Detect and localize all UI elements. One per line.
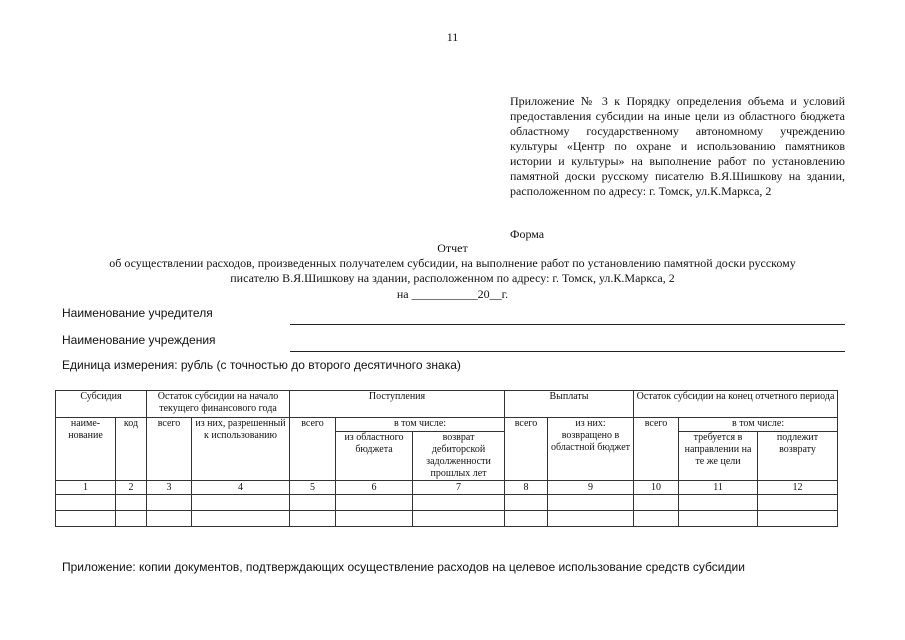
- column-number: 5: [290, 481, 336, 495]
- header-end-total: всего: [634, 418, 679, 481]
- footer-note: Приложение: копии документов, подтверждающих осуществление расходов на целевое использование средств субсидии: [62, 560, 745, 574]
- header-payments-returned: из них: возвращено в областной бюджет: [548, 418, 634, 481]
- report-date-line: на ___________20__г.: [396, 287, 509, 301]
- column-number: 7: [413, 481, 505, 495]
- header-start-allowed: из них, разрешенный к использованию: [192, 418, 290, 481]
- table-cell[interactable]: [147, 511, 192, 527]
- table-cell[interactable]: [192, 495, 290, 511]
- header-balance-start: Остаток субсидии на начало текущего финансового года: [147, 391, 290, 418]
- table-cell[interactable]: [56, 511, 116, 527]
- header-subsidy: Субсидия: [56, 391, 147, 418]
- column-number: 4: [192, 481, 290, 495]
- table-row: [56, 511, 838, 527]
- header-end-including: в том числе:: [679, 418, 838, 432]
- column-number: 8: [505, 481, 548, 495]
- header-receipts: Поступления: [290, 391, 505, 418]
- table-cell[interactable]: [336, 495, 413, 511]
- table-cell[interactable]: [192, 511, 290, 527]
- table-cell[interactable]: [758, 511, 838, 527]
- report-table: [55, 390, 838, 527]
- table-cell[interactable]: [505, 495, 548, 511]
- header-name: наиме-нование: [56, 418, 116, 481]
- table-cell[interactable]: [413, 511, 505, 527]
- form-label: Форма: [510, 227, 545, 241]
- table-cell[interactable]: [336, 511, 413, 527]
- column-number: 1: [56, 481, 116, 495]
- header-return-receivables: возврат дебиторской задолженности прошлых лет: [413, 432, 505, 481]
- appendix-note: Приложение № 3 к Порядку определения объема и условий предоставления субсидии на иные цели из областного бюджета областному государственному автономному учреждению культуры «Центр по охране и использованию памятников истории и культуры» на выполнение работ по установлению памятной доски русскому писателю В.Я.Шишкову на здании, расположенном по адресу: г. Томск, ул.К.Маркса, 2: [510, 94, 845, 198]
- table-cell[interactable]: [413, 495, 505, 511]
- table-cell[interactable]: [548, 511, 634, 527]
- table-cell[interactable]: [634, 511, 679, 527]
- page-number: 11: [446, 30, 459, 44]
- header-to-return: подлежит возврату: [758, 432, 838, 481]
- header-payments-total: всего: [505, 418, 548, 481]
- table-cell[interactable]: [758, 495, 838, 511]
- table-cell[interactable]: [505, 511, 548, 527]
- table-cell[interactable]: [679, 495, 758, 511]
- institution-label: Наименование учреждения: [62, 333, 216, 347]
- column-number: 10: [634, 481, 679, 495]
- table-cell[interactable]: [634, 495, 679, 511]
- report-subtitle-line-1: об осуществлении расходов, произведенных получателем субсидии, на выполнение работ по установлению памятной доски русскому: [109, 256, 796, 270]
- column-number: 9: [548, 481, 634, 495]
- table-header-row-2: [56, 418, 838, 432]
- table-cell[interactable]: [56, 495, 116, 511]
- header-code: код: [116, 418, 147, 481]
- header-balance-end: Остаток субсидии на конец отчетного периода: [634, 391, 838, 418]
- table-cell[interactable]: [290, 495, 336, 511]
- table-cell[interactable]: [147, 495, 192, 511]
- header-receipts-total: всего: [290, 418, 336, 481]
- table-cell[interactable]: [116, 495, 147, 511]
- table-header-row-1: [56, 391, 838, 418]
- header-required-same: требуется в направлении на те же цели: [679, 432, 758, 481]
- table-cell[interactable]: [116, 511, 147, 527]
- institution-input-line[interactable]: [290, 351, 845, 352]
- founder-label: Наименование учредителя: [62, 306, 213, 320]
- header-receipts-including: в том числе:: [336, 418, 505, 432]
- report-title: Отчет: [437, 241, 468, 255]
- header-start-total: всего: [147, 418, 192, 481]
- header-from-regional-budget: из областного бюджета: [336, 432, 413, 481]
- column-number: 6: [336, 481, 413, 495]
- header-payments: Выплаты: [505, 391, 634, 418]
- report-subtitle-line-2: писателю В.Я.Шишкову на здании, расположенном по адресу: г. Томск, ул.К.Маркса, 2: [230, 271, 675, 285]
- column-number: 2: [116, 481, 147, 495]
- column-number: 12: [758, 481, 838, 495]
- table-cell[interactable]: [548, 495, 634, 511]
- table-cell[interactable]: [679, 511, 758, 527]
- table-cell[interactable]: [290, 511, 336, 527]
- table-row: [56, 495, 838, 511]
- unit-label: Единица измерения: рубль (с точностью до второго десятичного знака): [62, 358, 461, 372]
- founder-input-line[interactable]: [290, 324, 845, 325]
- column-number: 3: [147, 481, 192, 495]
- table-column-numbers-row: [56, 481, 838, 495]
- column-number: 11: [679, 481, 758, 495]
